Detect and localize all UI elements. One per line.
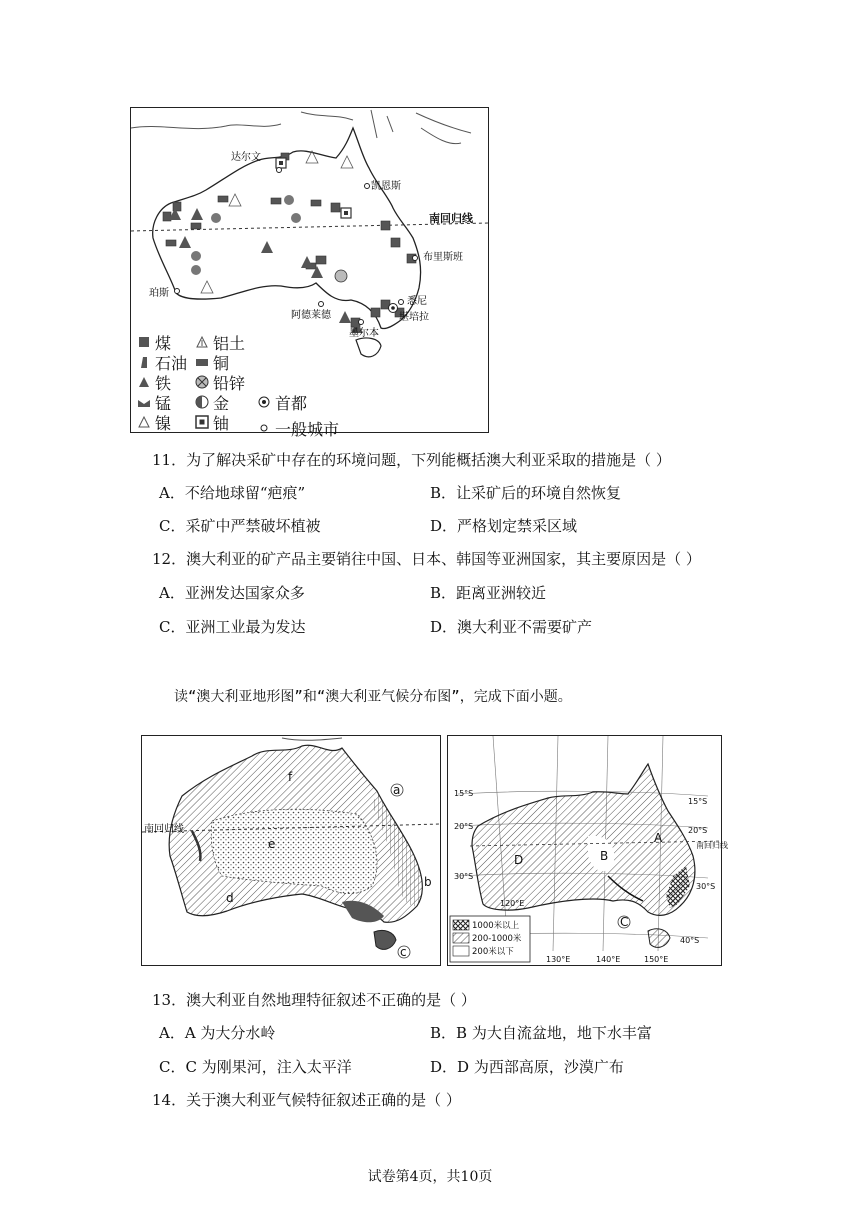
q13-option-c[interactable]: C．C 为刚果河，注入太平洋 — [159, 1058, 352, 1076]
landform-map-drawing — [142, 736, 440, 965]
lat-15-right: 15°S — [688, 797, 708, 806]
q11-option-d[interactable]: D．严格划定禁采区域 — [430, 517, 578, 535]
city-cairns: 凯恩斯 — [371, 181, 401, 192]
city-perth: 珀斯 — [149, 288, 169, 299]
legend-city: 一般城市 — [257, 418, 377, 438]
label-f: f — [288, 770, 293, 784]
reading-instruction: 读“澳大利亚地形图”和“澳大利亚气候分布图”，完成下面小题。 — [174, 689, 572, 705]
grid-tropic-label: 南回归线 — [696, 841, 728, 850]
legend-nickel: 镍 — [137, 412, 195, 432]
label-e: e — [268, 837, 276, 851]
city-adelaide: 阿德莱德 — [291, 310, 331, 321]
q13-option-b[interactable]: B．B 为大自流盆地，地下水丰富 — [430, 1024, 652, 1042]
landform-map — [141, 735, 441, 966]
city-brisbane: 布里斯班 — [423, 252, 463, 263]
gold-icon — [195, 395, 209, 409]
city-melbourne: 墨尔本 — [349, 328, 379, 339]
q12-option-b[interactable]: B．距离亚洲较近 — [430, 584, 547, 602]
nickel-icon — [137, 415, 151, 429]
legend-oil: 石油 — [137, 352, 195, 372]
tropic-label: 南回归线 — [429, 212, 473, 225]
iron-icon — [137, 375, 151, 389]
legend-200-1000: 200-1000米 — [472, 934, 522, 944]
region-c: C — [620, 915, 629, 929]
label-a: a — [393, 783, 401, 797]
label-d: d — [226, 891, 234, 905]
legend-uranium: 铀 — [195, 412, 257, 432]
q11-option-c[interactable]: C．采矿中严禁破坏植被 — [159, 517, 321, 535]
legend-above-1000: 1000米以上 — [472, 921, 520, 931]
q12-option-a[interactable]: A．亚洲发达国家众多 — [159, 584, 305, 602]
legend-gold: 金 — [195, 392, 257, 412]
capital-icon — [257, 395, 271, 409]
uranium-icon — [195, 415, 209, 429]
lat-20-left: 20°S — [454, 822, 474, 831]
q12-option-c[interactable]: C．亚洲工业最为发达 — [159, 618, 306, 636]
copper-icon — [195, 355, 209, 369]
bauxite-icon — [195, 335, 209, 349]
lon-130: 130°E — [546, 955, 571, 964]
region-a: A — [654, 831, 663, 845]
q13-option-a[interactable]: A．A 为大分水岭 — [159, 1024, 276, 1042]
page-footer: 试卷第4页，共10页 — [367, 1169, 493, 1185]
lon-150: 150°E — [644, 955, 669, 964]
legend-below-200: 200米以下 — [472, 947, 514, 957]
q11-option-a[interactable]: A．不给地球留“疤痕” — [159, 484, 306, 502]
terrain-grid-map-drawing — [448, 736, 728, 965]
lat-30-left: 30°S — [454, 872, 474, 881]
landform-tropic-label: 南回归线 — [144, 824, 184, 835]
lat-15-left: 15°S — [454, 789, 474, 798]
region-d: D — [514, 853, 524, 867]
coal-icon — [137, 335, 151, 349]
lon-120: 120°E — [500, 899, 525, 908]
lon-140: 140°E — [596, 955, 621, 964]
q14-stem: 14．关于澳大利亚气候特征叙述正确的是（ ） — [152, 1091, 461, 1109]
q12-stem: 12．澳大利亚的矿产品主要销往中国、日本、韩国等亚洲国家，其主要原因是（ ） — [152, 550, 701, 568]
legend-iron: 铁 — [137, 372, 195, 392]
leadzinc-icon — [195, 375, 209, 389]
legend-leadzinc: 铅锌 — [195, 372, 257, 392]
q11-option-b[interactable]: B．让采矿后的环境自然恢复 — [430, 484, 622, 502]
city-canberra: 堪培拉 — [399, 312, 429, 323]
legend-manganese: 锰 — [137, 392, 195, 412]
legend-bauxite: 铝土 — [195, 332, 257, 352]
legend-copper: 铜 — [195, 352, 257, 372]
label-c: c — [400, 945, 407, 959]
label-b: b — [424, 875, 432, 889]
city-darwin: 达尔文 — [231, 152, 261, 163]
q11-stem: 11．为了解决采矿中存在的环境问题，下列能概括澳大利亚采取的措施是（ ） — [152, 451, 671, 469]
city-sydney: 悉尼 — [407, 296, 427, 307]
manganese-icon — [137, 395, 151, 409]
lat-40-right: 40°S — [680, 936, 700, 945]
mineral-map — [130, 107, 489, 439]
q12-option-d[interactable]: D．澳大利亚不需要矿产 — [430, 618, 593, 636]
lat-20-right: 20°S — [688, 826, 708, 835]
lat-30-right: 30°S — [696, 882, 716, 891]
legend-capital: 首都 — [257, 392, 377, 412]
mineral-legend — [137, 332, 477, 438]
terrain-grid-map — [447, 735, 728, 966]
oil-icon — [137, 355, 151, 369]
city-icon — [257, 421, 271, 435]
q13-option-d[interactable]: D．D 为西部高原，沙漠广布 — [430, 1058, 624, 1076]
legend-coal: 煤 — [137, 332, 195, 352]
region-b: B — [600, 849, 609, 863]
q13-stem: 13．澳大利亚自然地理特征叙述不正确的是（ ） — [152, 991, 476, 1009]
